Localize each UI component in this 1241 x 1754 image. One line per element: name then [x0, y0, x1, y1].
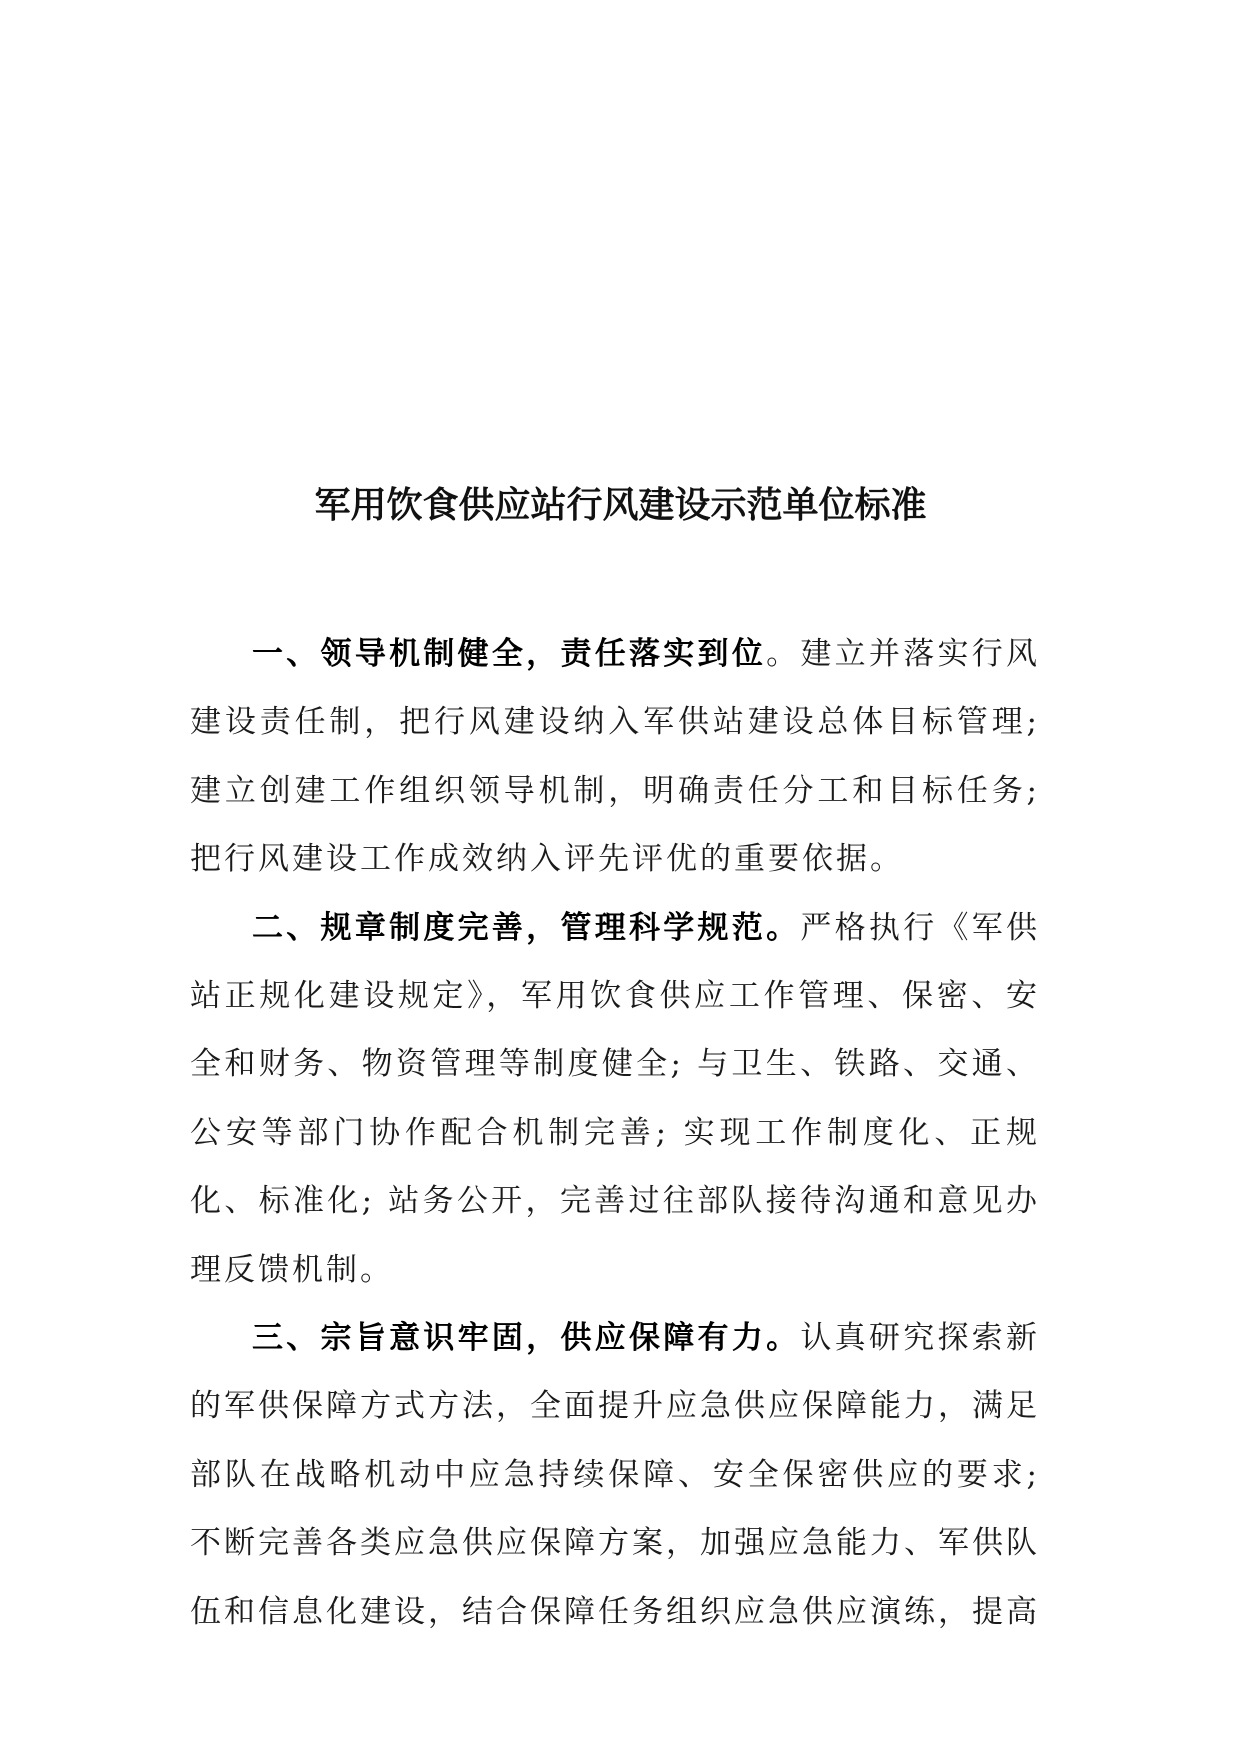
section-3-heading: 三、宗旨意识牢固，供应保障有力。	[252, 1320, 801, 1357]
section-1-heading: 一、领导机制健全，责任落实到位	[252, 636, 767, 672]
section-3-text: 认真研究探索新的军供保障方式方法，全面提升应急供应保障能力，满足部队在战略机动中应急持续保障、安全保密供应的要求;不断完善各类应急供应保障方案，加强应急能力、军供队伍和信息化建设，结合保障任务组织应急供应演练，提高	[190, 1320, 1041, 1630]
document-title: 军用饮食供应站行风建设示范单位标准	[314, 485, 927, 526]
section-2	[190, 894, 1040, 1304]
section-2-text: 严格执行《军供站正规化建设规定》，军用饮食供应工作管理、保密、安全和财务、物资管理等制度健全; 与卫生、铁路、交通、公安等部门协作配合机制完善; 实现工作制度化、正规化、标准化; 站务公开，完善过往部队接待沟通和意见办理反馈机制。	[190, 909, 1041, 1288]
document-body	[190, 620, 1040, 1646]
section-1-text: 建立并落实行风建设责任制，把行风建设纳入军供站建设总体目标管理;建立创建工作组织领导机制，明确责任分工和目标任务;把行风建设工作成效纳入评先评优的重要依据。	[190, 636, 1041, 878]
section-1	[190, 620, 1040, 894]
section-1-heading-end: 。	[766, 636, 801, 672]
section-3	[190, 1304, 1040, 1646]
section-2-heading: 二、规章制度完善，管理科学规范。	[252, 909, 801, 946]
